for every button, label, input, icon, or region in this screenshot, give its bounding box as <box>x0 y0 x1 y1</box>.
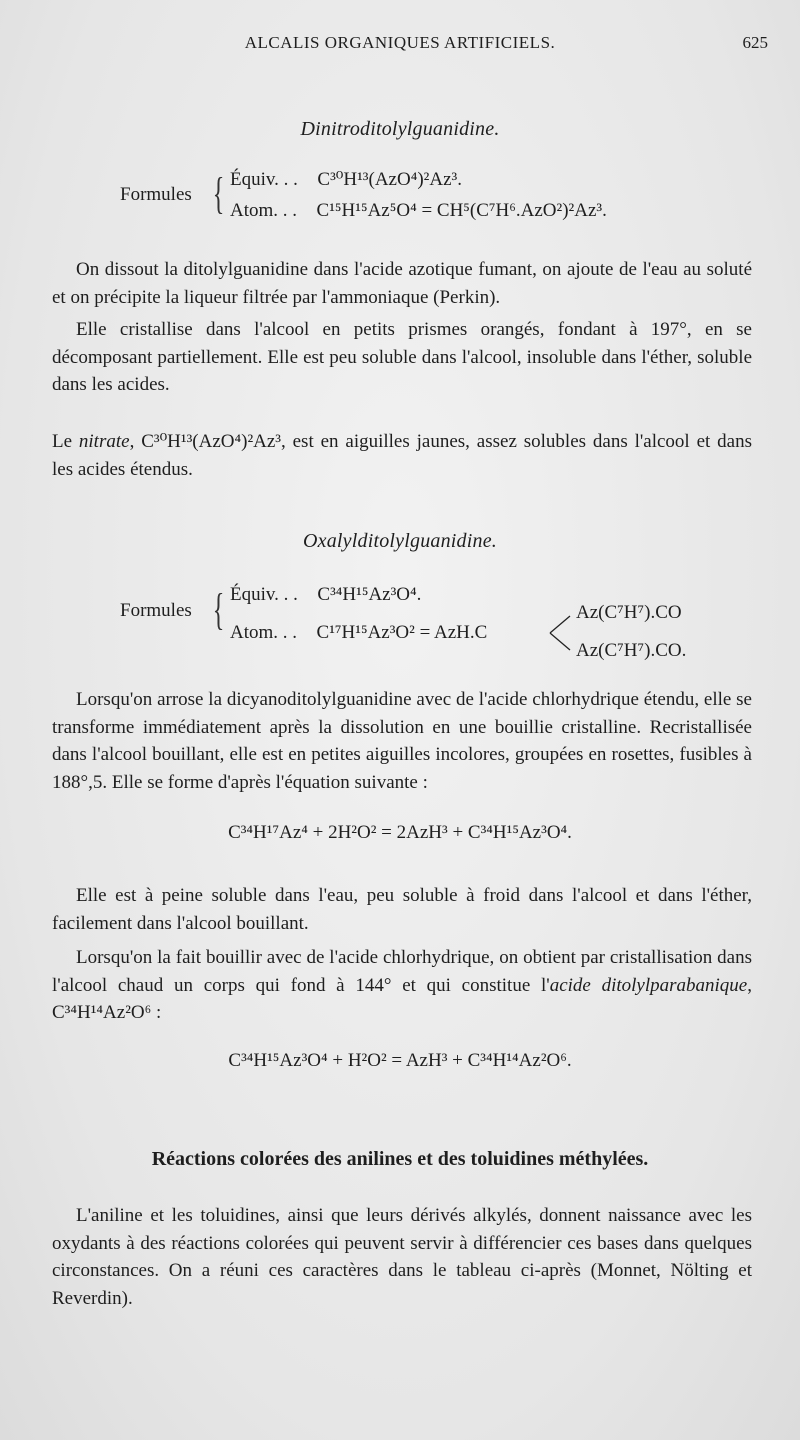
subheading-reactions: Réactions colorées des anilines et des toluidines méthylées. <box>151 1148 649 1170</box>
paragraph: L'aniline et les toluidines, ainsi que leurs dérivés alkylés, donnent naissance avec les oxydants à des réactions colorées qui peuvent servir à différencier ces bases dans quelques circonstances. On a réuni ces caractères dans le tableau ci-après (Monnet, Nölting et Reverdin). <box>52 1205 752 1309</box>
formula-block-oxalyl <box>0 578 800 668</box>
paragraph: Lorsqu'on arrose la dicyanoditolylguanidine avec de l'acide chlorhydrique étendu, elle se transforme immédiatement après la dissolution en une bouillie cristalline. Recristallisée dans l'alcool bouillant, elle est en petites aiguilles incolores, groupées en rosettes, fusibles à 188°,5. Elle se forme d'après l'équation suivante : <box>52 689 752 793</box>
formula-kind: Équiv. . . <box>230 169 298 190</box>
paragraph: Lorsqu'on la fait bouillir avec de l'acide chlorhydrique, on obtient par cristallisation dans l'alcool chaud un corps qui fond à 144° et qui constitue l'acide ditolylparabanique, C³⁴H¹⁴Az²O⁶ : <box>52 947 752 1023</box>
formulas-label: Formules <box>120 184 192 205</box>
paragraph: Elle est à peine soluble dans l'eau, peu soluble à froid dans l'alcool et dans l'éther, facilement dans l'alcool bouillant. <box>52 885 752 934</box>
formula-value: C¹⁵H¹⁵Az⁵O⁴ = CH⁵(C⁷H⁶.AzO²)²Az³. <box>316 200 607 221</box>
section-title-oxalyl: Oxalylditolylguanidine. <box>302 530 497 552</box>
section-title-dinitro: Dinitroditolylguanidine. <box>300 118 500 140</box>
running-header <box>0 30 800 54</box>
paragraph: Elle cristallise dans l'alcool en petits prismes orangés, fondant à 197°, en se décomposant partiellement. Elle est peu soluble dans l'alcool, insoluble dans l'éther, soluble dans les acides. <box>52 319 752 395</box>
formula-value: C¹⁷H¹⁵Az³O² = AzH.C <box>316 622 488 643</box>
branch-bottom: Az(C⁷H⁷).CO. <box>576 640 687 661</box>
formula-kind: Atom. . . <box>230 200 298 221</box>
formula-value: C³⁴H¹⁵Az³O⁴. <box>317 584 422 605</box>
formula-row-atom <box>230 200 607 222</box>
formula-row-equiv <box>230 584 421 606</box>
equation: C³⁴H¹⁷Az⁴ + 2H²O² = 2AzH³ + C³⁴H¹⁵Az³O⁴. <box>228 822 572 843</box>
paragraph: On dissout la ditolylguanidine dans l'acide azotique fumant, on ajoute de l'eau au soluté et on précipite la liqueur filtrée par l'ammoniaque (Perkin). <box>52 259 752 308</box>
brace-icon: { <box>212 585 225 634</box>
page-number: 625 <box>742 33 768 52</box>
formula-value: C³⁰H¹³(AzO⁴)²Az³. <box>317 169 462 190</box>
brace-icon: { <box>212 169 225 218</box>
formula-row-equiv <box>230 168 462 191</box>
formulas-label: Formules <box>120 600 192 621</box>
formula-block-dinitro <box>0 166 800 236</box>
formula-row-atom <box>230 622 487 644</box>
italic-term: nitrate <box>78 431 130 452</box>
running-title: ALCALIS ORGANIQUES ARTIFICIELS. <box>244 33 556 52</box>
branch-bracket-icon <box>548 608 574 658</box>
paragraph: Le nitrate, C³⁰H¹³(AzO⁴)²Az³, est en aiguilles jaunes, assez solubles dans l'alcool et dans les acides étendus. <box>52 431 752 480</box>
equation: C³⁴H¹⁵Az³O⁴ + H²O² = AzH³ + C³⁴H¹⁴Az²O⁶. <box>228 1050 572 1071</box>
formula-kind: Équiv. . . <box>230 584 298 605</box>
italic-term: acide ditolylparabanique <box>549 974 748 996</box>
branch-top: Az(C⁷H⁷).CO <box>576 602 682 623</box>
formula-kind: Atom. . . <box>230 622 298 643</box>
